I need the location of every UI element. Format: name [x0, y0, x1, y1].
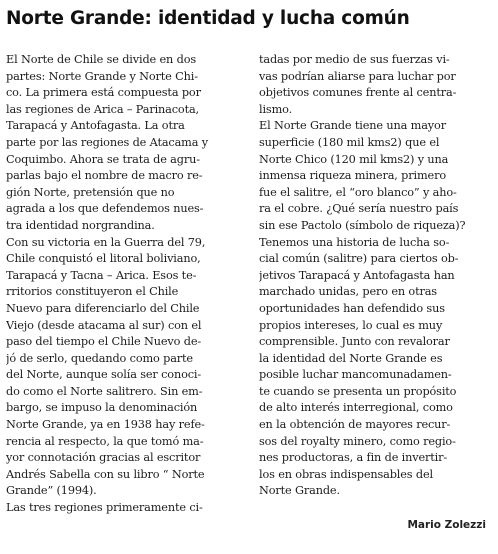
article-text-line: jetivos Tarapacá y Antofagasta han: [259, 268, 455, 282]
article-text-line: marchado unidas, pero en otras: [259, 285, 437, 299]
article-headline: Norte Grande: identidad y lucha común: [6, 8, 410, 29]
article-text-line: vas podrían aliarse para luchar por: [259, 69, 456, 83]
article-text-line: Norte Chico (120 mil kms2) y una: [259, 152, 449, 166]
article-text-line: fue el salitre, el “oro blanco” y aho-: [259, 185, 457, 199]
article-text-line: Nuevo para diferenciarlo del Chile: [6, 301, 200, 315]
article-text-line: del Norte, aunque solía ser conoci-: [6, 368, 202, 382]
article-text-line: parte por las regiones de Atacama y: [6, 135, 208, 149]
article-text-line: objetivos comunes frente al centra-: [259, 86, 457, 100]
article-text-line: Viejo (desde atacama al sur) con el: [6, 318, 202, 332]
article-text-line: nes productoras, a fin de invertir-: [259, 451, 448, 465]
article-column-left: [6, 52, 250, 517]
article-text-line: agrada a los que defendemos nues-: [6, 202, 204, 216]
article-text-line: El Norte Grande tiene una mayor: [259, 119, 446, 133]
article-text-line: yor connotación gracias al escritor: [6, 451, 201, 465]
article-text-line: oportunidades han defendido sus: [259, 301, 445, 315]
article-column-right: [259, 52, 495, 500]
article-text-line: superficie (180 mil kms2) que el: [259, 135, 440, 149]
article-text-line: comprensible. Junto con revalorar: [259, 335, 450, 349]
article-text-line: paso del tiempo el Chile Nuevo de-: [6, 335, 202, 349]
article-text-line: jó de serlo, quedando como parte: [6, 351, 193, 365]
article-text-line: rencia al respecto, la que tomó ma-: [6, 434, 204, 448]
article-text-line: sin ese Pactolo (símbolo de riqueza)?: [259, 218, 466, 232]
article-text-line: El Norte de Chile se divide en dos: [6, 53, 196, 66]
article-text-line: Norte Grande, ya en 1938 hay refe-: [6, 418, 205, 432]
article-text-line: tadas por medio de sus fuerzas vi-: [259, 53, 450, 66]
article-text-line: en la obtención de mayores recur-: [259, 418, 451, 432]
article-text-line: lismo.: [259, 102, 293, 116]
article-text-line: co. La primera está compuesta por: [6, 86, 201, 100]
article-text-line: rritorios constituyeron el Chile: [6, 285, 179, 299]
article-text-line: tra identidad norgrandina.: [6, 218, 155, 232]
article-text-line: do como el Norte salitrero. Sin em-: [6, 384, 203, 398]
article-text-line: Chile conquistó el litoral boliviano,: [6, 252, 201, 266]
article-text-line: Tarapacá y Antofagasta. La otra: [6, 119, 185, 133]
article-text-line: bargo, se impuso la denominación: [6, 401, 198, 415]
author-byline: Mario Zolezzi: [407, 519, 486, 531]
article-text-line: propios intereses, lo cual es muy: [259, 318, 443, 332]
article-text-line: ra el cobre. ¿Qué sería nuestro país: [259, 202, 459, 216]
article-text-line: cial común (salitre) para ciertos ob-: [259, 252, 459, 266]
article-text-line: la identidad del Norte Grande es: [259, 351, 443, 365]
article-text-line: los en obras indispensables del: [259, 467, 433, 481]
article-text-line: de alto interés interregional, como: [259, 401, 453, 415]
article-text-line: Norte Grande.: [259, 484, 340, 498]
article-text-line: inmensa riqueza minera, primero: [259, 169, 446, 183]
article-text-line: Tenemos una historia de lucha so-: [259, 235, 450, 249]
article-text-line: partes: Norte Grande y Norte Chi-: [6, 69, 198, 83]
article-text-line: Las tres regiones primeramente ci-: [6, 501, 203, 515]
article-text-line: te cuando se presenta un propósito: [259, 384, 457, 398]
article-text-line: Andrés Sabella con su libro “ Norte: [6, 467, 205, 481]
article-text-line: Con su victoria en la Guerra del 79,: [6, 235, 206, 249]
article-text-line: posible luchar mancomunadamen-: [259, 368, 452, 382]
article-text-line: Grande” (1994).: [6, 484, 97, 498]
article-text-line: sos del royalty minero, como regio-: [259, 434, 456, 448]
article-text-line: Tarapacá y Tacna – Arica. Esos te-: [6, 268, 197, 282]
article-text-line: parlas bajo el nombre de macro re-: [6, 169, 203, 183]
article-text-line: gión Norte, pretensión que no: [6, 185, 175, 199]
article-text-line: Coquimbo. Ahora se trata de agru-: [6, 152, 200, 166]
article-text-line: las regiones de Arica – Parinacota,: [6, 102, 199, 116]
